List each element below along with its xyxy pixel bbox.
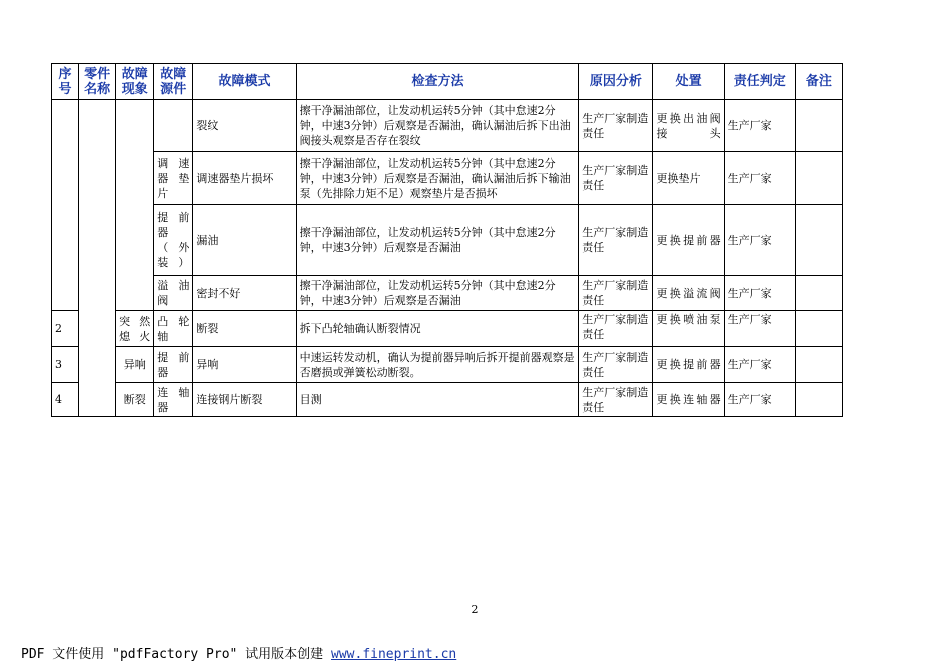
method-cell: 擦干净漏油部位，让发动机运转5分钟（其中怠速2分钟，中速3分钟）后观察是否漏油，确认漏油后拆下出油阀接头观察是否存在裂纹	[296, 100, 579, 152]
action-cell: 更换连轴器	[653, 383, 724, 417]
cause-cell: 生产厂家制造责任	[579, 276, 653, 311]
remark-cell	[795, 100, 842, 152]
cause-cell: 生产厂家制造责任	[579, 311, 653, 347]
action-cell: 更换喷油泵	[653, 311, 724, 347]
table-row	[52, 100, 843, 152]
cause-cell: 生产厂家制造责任	[579, 383, 653, 417]
responsibility-cell: 生产厂家	[724, 205, 795, 276]
action-cell: 更换垫片	[653, 152, 724, 205]
footer-text: PDF 文件使用 "pdfFactory Pro" 试用版本创建	[21, 647, 324, 662]
action-cell: 更换溢流阀	[653, 276, 724, 311]
responsibility-cell: 生产厂家	[724, 383, 795, 417]
part-cell	[79, 100, 116, 417]
mode-cell: 异响	[193, 347, 296, 383]
remark-cell	[795, 347, 842, 383]
remark-cell	[795, 311, 842, 347]
mode-cell: 连接钢片断裂	[193, 383, 296, 417]
mode-cell: 调速器垫片损坏	[193, 152, 296, 205]
header-phenomenon: 故障现象	[116, 64, 154, 100]
action-cell: 更换提前器	[653, 205, 724, 276]
method-cell: 目测	[296, 383, 579, 417]
seq-cell: 2	[52, 311, 79, 347]
source-cell	[154, 100, 193, 152]
source-cell: 连轴器	[154, 383, 193, 417]
header-cause: 原因分析	[579, 64, 653, 100]
source-cell: 提前器	[154, 347, 193, 383]
fault-table	[51, 63, 843, 417]
method-cell: 拆下凸轮轴确认断裂情况	[296, 311, 579, 347]
header-method: 检查方法	[296, 64, 579, 100]
action-cell: 更换出油阀接头	[653, 100, 724, 152]
phenomenon-cell: 断裂	[116, 383, 154, 417]
remark-cell	[795, 205, 842, 276]
seq-cell: 4	[52, 383, 79, 417]
cause-cell: 生产厂家制造责任	[579, 205, 653, 276]
responsibility-cell: 生产厂家	[724, 152, 795, 205]
responsibility-cell: 生产厂家	[724, 347, 795, 383]
remark-cell	[795, 152, 842, 205]
footer-link[interactable]: www.fineprint.cn	[331, 647, 457, 662]
pdf-footer	[21, 643, 456, 662]
source-cell: 溢油阀	[154, 276, 193, 311]
mode-cell: 密封不好	[193, 276, 296, 311]
phenomenon-cell: 突然熄火	[116, 311, 154, 347]
source-cell: 提前器（外装）	[154, 205, 193, 276]
remark-cell	[795, 383, 842, 417]
mode-cell: 漏油	[193, 205, 296, 276]
table-row	[52, 311, 843, 347]
source-cell: 凸轮轴	[154, 311, 193, 347]
table-row	[52, 276, 843, 311]
header-seq: 序号	[52, 64, 79, 100]
table-row	[52, 383, 843, 417]
cause-cell: 生产厂家制造责任	[579, 100, 653, 152]
seq-cell	[52, 100, 79, 311]
cause-cell: 生产厂家制造责任	[579, 152, 653, 205]
table-row	[52, 205, 843, 276]
responsibility-cell: 生产厂家	[724, 311, 795, 347]
method-cell: 擦干净漏油部位，让发动机运转5分钟（其中怠速2分钟，中速3分钟）后观察是否漏油	[296, 205, 579, 276]
remark-cell	[795, 276, 842, 311]
header-source: 故障源件	[154, 64, 193, 100]
table-row	[52, 347, 843, 383]
header-mode: 故障模式	[193, 64, 296, 100]
header-part: 零件名称	[79, 64, 116, 100]
header-remark: 备注	[795, 64, 842, 100]
cause-cell: 生产厂家制造责任	[579, 347, 653, 383]
header-responsibility: 责任判定	[724, 64, 795, 100]
header-action: 处置	[653, 64, 724, 100]
table-header-row	[52, 64, 843, 100]
method-cell: 擦干净漏油部位，让发动机运转5分钟（其中怠速2分钟，中速3分钟）后观察是否漏油	[296, 276, 579, 311]
phenomenon-cell: 异响	[116, 347, 154, 383]
mode-cell: 裂纹	[193, 100, 296, 152]
source-cell: 调速器垫片	[154, 152, 193, 205]
action-cell: 更换提前器	[653, 347, 724, 383]
responsibility-cell: 生产厂家	[724, 100, 795, 152]
table-row	[52, 152, 843, 205]
responsibility-cell: 生产厂家	[724, 276, 795, 311]
page-number: 2	[471, 603, 479, 616]
phenomenon-cell	[116, 100, 154, 311]
mode-cell: 断裂	[193, 311, 296, 347]
method-cell: 中速运转发动机，确认为提前器异响后拆开提前器观察是否磨损或弹簧松动断裂。	[296, 347, 579, 383]
seq-cell: 3	[52, 347, 79, 383]
method-cell: 擦干净漏油部位，让发动机运转5分钟（其中怠速2分钟，中速3分钟）后观察是否漏油，确认漏油后拆下输油泵（先排除力矩不足）观察垫片是否损坏	[296, 152, 579, 205]
